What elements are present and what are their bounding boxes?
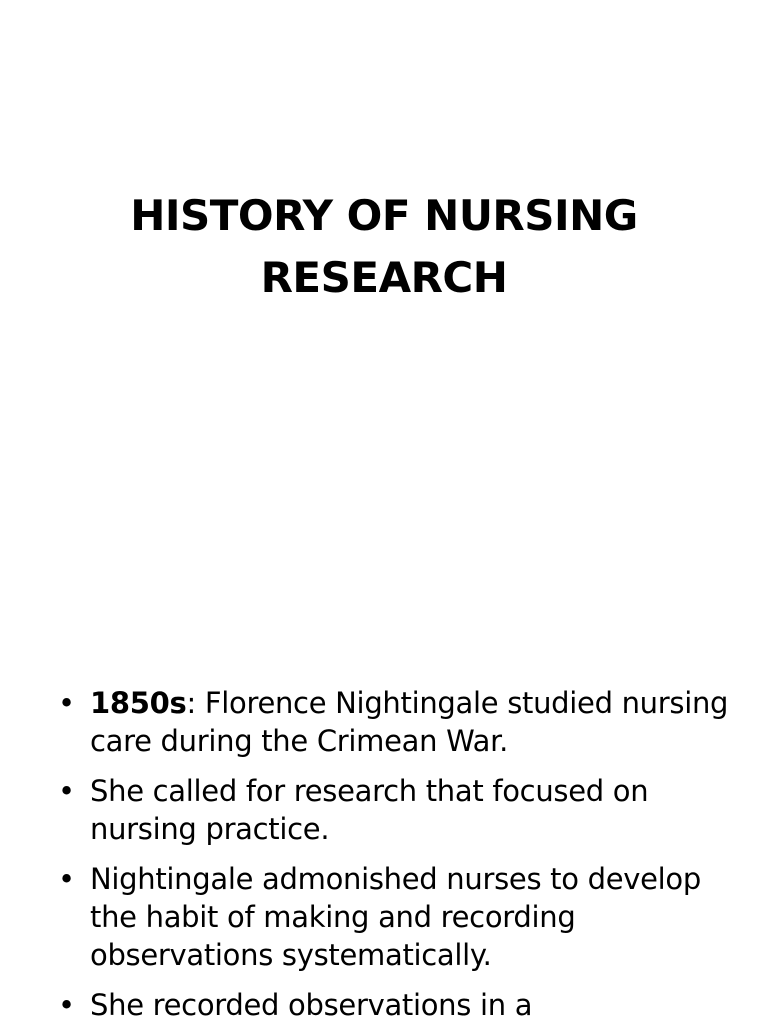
bullet-3-text: Nightingale admonished nurses to develop the habit of making and recording observations systematically. — [90, 862, 701, 972]
bullet-item-1850s — [58, 684, 748, 760]
slide-title — [40, 185, 728, 309]
bullet-item-observations-habit — [58, 860, 748, 974]
slide-title-line-2: RESEARCH — [260, 253, 508, 302]
bullet-1-bold-year: 1850s — [90, 686, 187, 720]
bullet-list — [58, 684, 748, 1024]
bullet-dot-icon: • — [58, 988, 75, 1022]
bullet-4-text: She recorded observations in a — [90, 988, 533, 1022]
bullet-dot-icon: • — [58, 774, 75, 808]
bullet-2-text: She called for research that focused on nursing practice. — [90, 774, 649, 846]
bullet-1-text: : Florence Nightingale studied nursing care during the Crimean War. — [90, 686, 729, 758]
slide-title-line-1: HISTORY OF NURSING — [130, 191, 638, 240]
bullet-item-research-call — [58, 772, 748, 848]
bullet-item-recorded-observations — [58, 986, 748, 1024]
bullet-dot-icon: • — [58, 686, 75, 720]
bullet-dot-icon: • — [58, 862, 75, 896]
